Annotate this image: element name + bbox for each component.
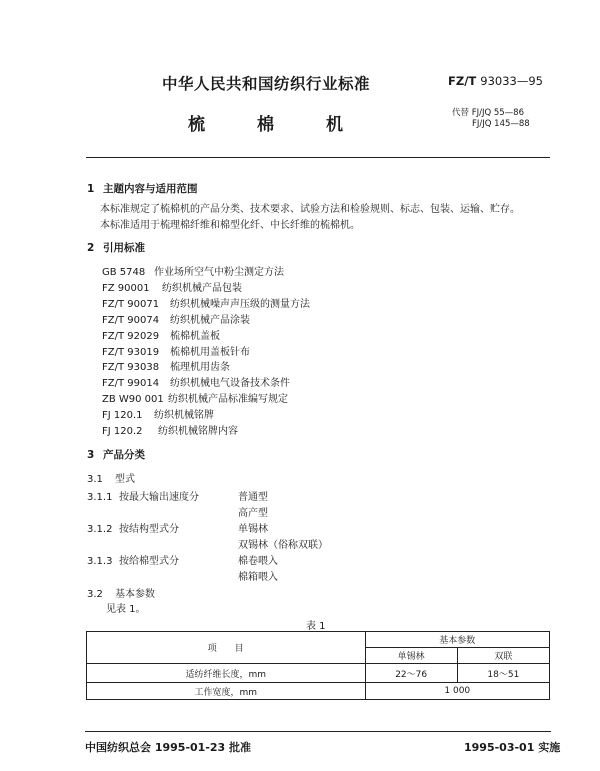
- replaces-line-2: FJ/JQ 145—88: [472, 119, 530, 129]
- title-char-1: 梳: [188, 115, 205, 135]
- footer-divider: [85, 731, 551, 732]
- reference-item: [102, 295, 310, 310]
- reference-code: GB 5748: [102, 267, 146, 278]
- table-cell-working-width-label: 工作宽度，mm: [87, 683, 366, 700]
- clause-3-2: [87, 585, 155, 600]
- clause-3-1-1: [87, 488, 199, 503]
- standard-code: 93033—95: [480, 74, 543, 88]
- reference-code: FJ 120.2: [102, 426, 143, 437]
- reference-item: [102, 311, 250, 326]
- option-high-output-type: 高产型: [238, 508, 268, 519]
- clause-3-2-number: 3.2: [87, 589, 103, 600]
- effective-date: 1995-03-01 实施: [464, 741, 561, 754]
- clause-3-1-number: 3.1: [87, 474, 103, 485]
- section-3-title: 产品分类: [103, 449, 145, 461]
- reference-item: [102, 374, 290, 389]
- table-header-single-cylinder: 单锡林: [365, 648, 457, 664]
- replaces-line-1: 代替 FJ/JQ 55—86: [452, 108, 524, 118]
- table-1-caption: 表 1: [306, 621, 326, 632]
- section-1-heading: [87, 181, 198, 196]
- clause-3-1-1-title: 按最大输出速度分: [119, 492, 199, 503]
- option-single-cylinder: 单锡林: [238, 524, 268, 535]
- section-1-paragraph-1: 本标准规定了梳棉机的产品分类、技术要求、试验方法和检验规则、标志、包装、运输、贮存。: [100, 204, 520, 215]
- table-cell-working-width-value: 1 000: [365, 683, 549, 700]
- title-char-3: 机: [326, 115, 343, 135]
- reference-code: ZB W90 001: [102, 394, 164, 406]
- table-row: [87, 664, 550, 683]
- standard-number: [448, 74, 543, 88]
- reference-code: FZ 90001: [102, 282, 150, 294]
- reference-title: 纺织机械铭牌: [154, 410, 214, 422]
- table-cell-fiber-length-single: 22～76: [365, 664, 457, 683]
- title-char-2: 棉: [257, 115, 274, 135]
- clause-3-1-3: [87, 552, 179, 567]
- reference-code: FZ/T 90071: [102, 298, 160, 310]
- replaces-note: [452, 108, 530, 130]
- section-3-heading: [87, 447, 145, 462]
- standard-prefix: FZ/T: [448, 74, 477, 88]
- clause-3-1-2: [87, 520, 179, 535]
- reference-title: 纺织机械电气设备技术条件: [170, 378, 290, 390]
- reference-title: 纺织机械产品包装: [162, 282, 242, 294]
- table-1: [86, 631, 550, 700]
- header-divider: [86, 157, 550, 158]
- section-2-number: 2: [87, 242, 95, 254]
- document-title: [188, 110, 395, 135]
- table-cell-fiber-length-label: 适纺纤维长度，mm: [87, 664, 366, 683]
- approval-date: 中国纺织总会 1995-01-23 批准: [85, 741, 252, 754]
- reference-title: 梳棉机盖板: [170, 330, 220, 342]
- clause-3-1-2-title: 按结构型式分: [119, 524, 179, 535]
- reference-code: FZ/T 93038: [102, 362, 160, 374]
- section-1-paragraph-2: 本标准适用于梳理棉纤维和棉型化纤、中长纤维的梳棉机。: [100, 220, 360, 231]
- section-1-number: 1: [87, 183, 95, 195]
- clause-3-1-3-number: 3.1.3: [87, 556, 113, 567]
- reference-item: [102, 263, 284, 278]
- reference-code: FZ/T 92029: [102, 330, 160, 342]
- reference-title: 梳棉机用盖板针布: [170, 346, 250, 358]
- reference-item: [102, 358, 230, 373]
- section-1-title: 主题内容与适用范围: [103, 183, 198, 195]
- table-cell-fiber-length-double: 18～51: [457, 664, 549, 683]
- section-2-title: 引用标准: [103, 242, 145, 254]
- clause-3-1-1-number: 3.1.1: [87, 492, 113, 503]
- option-chute-feed: 棉箱喂入: [238, 572, 278, 583]
- clause-3-1-title: 型式: [115, 474, 135, 485]
- reference-title: 纺织机械产品标准编写规定: [168, 394, 288, 406]
- reference-item: [102, 422, 238, 437]
- table-header-item: 项 目: [87, 632, 366, 664]
- org-title: 中华人民共和国纺织行业标准: [162, 75, 371, 93]
- option-lap-feed: 棉卷喂入: [238, 556, 278, 567]
- clause-3-1-2-number: 3.1.2: [87, 524, 113, 535]
- option-standard-type: 普通型: [238, 492, 268, 503]
- reference-code: FZ/T 90074: [102, 314, 160, 326]
- reference-title: 纺织机械噪声声压级的测量方法: [170, 298, 310, 310]
- clause-3-1: [87, 470, 135, 485]
- reference-item: [102, 327, 220, 342]
- reference-title: 纺织机械产品涂装: [170, 314, 250, 326]
- reference-code: FJ 120.1: [102, 410, 143, 422]
- clause-3-2-text: 见表 1。: [106, 604, 146, 615]
- reference-item: [102, 343, 250, 358]
- reference-item: [102, 406, 214, 421]
- reference-item: [102, 279, 242, 294]
- clause-3-1-3-title: 按给棉型式分: [119, 556, 179, 567]
- section-2-heading: [87, 240, 145, 255]
- clause-3-2-title: 基本参数: [115, 589, 155, 600]
- table-row: [87, 683, 550, 700]
- section-3-number: 3: [87, 449, 95, 461]
- reference-code: FZ/T 99014: [102, 378, 160, 390]
- reference-title: 作业场所空气中粉尘测定方法: [154, 267, 284, 278]
- option-double-cylinder: 双锡林（俗称双联）: [238, 540, 328, 551]
- reference-code: FZ/T 93019: [102, 346, 160, 358]
- reference-item: [102, 390, 288, 405]
- table-header-basic-params: 基本参数: [365, 632, 549, 648]
- reference-title: 纺织机械铭牌内容: [158, 426, 238, 437]
- reference-title: 梳理机用齿条: [170, 362, 230, 374]
- table-header-double: 双联: [457, 648, 549, 664]
